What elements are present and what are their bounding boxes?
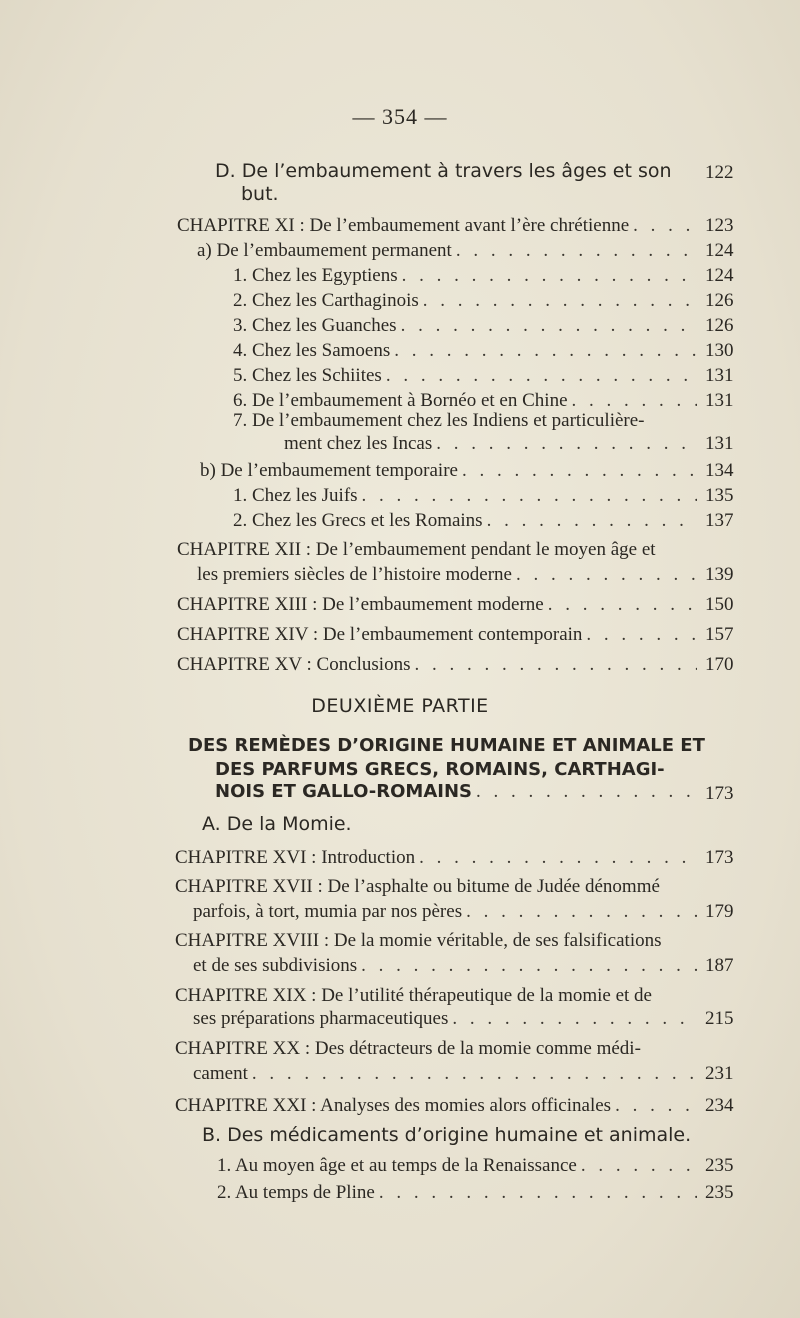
toc-entry-text: cament <box>193 1063 248 1084</box>
toc-page-ch21: 234 <box>705 1095 734 1116</box>
leader-dots <box>586 622 697 648</box>
leader-dots <box>394 338 697 364</box>
toc-entry-ch20-line1: CHAPITRE XX : Des détracteurs de la momie comme médi- <box>175 1038 641 1059</box>
toc-entry-pline <box>217 1180 697 1206</box>
toc-page-schiites: 131 <box>705 365 734 386</box>
toc-entry-text: 2. Au temps de Pline <box>217 1182 375 1203</box>
toc-page-ch13: 150 <box>705 594 734 615</box>
toc-entry-schiites <box>233 363 697 389</box>
part-two-title: DEUXIÈME PARTIE <box>311 695 489 717</box>
toc-entry-ch21 <box>175 1093 697 1119</box>
toc-page-egyptiens: 124 <box>705 265 734 286</box>
toc-entry-juifs <box>233 483 697 509</box>
leader-dots <box>402 263 697 289</box>
leader-dots <box>615 1093 697 1119</box>
toc-page-ch12: 139 <box>705 564 734 585</box>
part-two-subtitle-line3 <box>215 781 697 807</box>
toc-entry-text: CHAPITRE XV : Conclusions <box>177 654 411 675</box>
leader-dots <box>419 845 697 871</box>
toc-entry-b-temporaire <box>200 458 697 484</box>
toc-page-ch11: 123 <box>705 215 734 236</box>
toc-page-ch18: 187 <box>705 955 734 976</box>
leader-dots <box>476 781 697 803</box>
toc-entry-text: 6. De l’embaumement à Bornéo et en Chine <box>233 390 568 411</box>
toc-entry-egyptiens <box>233 263 697 289</box>
leader-dots <box>548 592 697 618</box>
toc-page-pline: 235 <box>705 1182 734 1203</box>
section-d-page: 122 <box>705 162 734 183</box>
toc-entry-carthaginois <box>233 288 697 314</box>
toc-page-ch19: 215 <box>705 1008 734 1029</box>
leader-dots <box>401 313 697 339</box>
toc-page-ch14: 157 <box>705 624 734 645</box>
toc-entry-text: ment chez les Incas <box>284 433 433 454</box>
toc-entry-indiens-line2 <box>284 431 697 457</box>
toc-page-ch17: 179 <box>705 901 734 922</box>
toc-page-guanches: 126 <box>705 315 734 336</box>
leader-dots <box>466 899 697 925</box>
toc-entry-text: 2. Chez les Carthaginois <box>233 290 419 311</box>
leader-dots <box>252 1061 697 1087</box>
toc-entry-ch12-line2 <box>197 562 697 588</box>
toc-page-samoens: 130 <box>705 340 734 361</box>
toc-entry-text: parfois, à tort, mumia par nos pères <box>193 901 463 922</box>
toc-entry-text: CHAPITRE XIV : De l’embaumement contemporain <box>177 624 583 645</box>
toc-entry-a-permanent <box>197 238 697 264</box>
toc-entry-text: CHAPITRE XIII : De l’embaumement moderne <box>177 594 544 615</box>
toc-entry-guanches <box>233 313 697 339</box>
toc-page-borneo-chine: 131 <box>705 390 734 411</box>
toc-entry-ch17-line2 <box>193 899 697 925</box>
toc-entry-text: ses préparations pharmaceutiques <box>193 1008 449 1029</box>
toc-entry-indiens-line1: 7. De l’embaumement chez les Indiens et particulière- <box>233 410 645 431</box>
toc-page-b-temporaire: 134 <box>705 460 734 481</box>
toc-page-moyen-age: 235 <box>705 1155 734 1176</box>
toc-entry-text: 1. Au moyen âge et au temps de la Renaissance <box>217 1155 577 1176</box>
part-two-subtitle-line1: DES REMÈDES D’ORIGINE HUMAINE ET ANIMALE ET <box>188 735 705 756</box>
leader-dots <box>487 508 697 534</box>
leader-dots <box>456 238 697 264</box>
toc-entry-text: 1. Chez les Juifs <box>233 485 358 506</box>
leader-dots <box>633 213 697 239</box>
toc-entry-ch19-line2 <box>193 1006 697 1032</box>
toc-page-indiens: 131 <box>705 433 734 454</box>
toc-entry-text: a) De l’embaumement permanent <box>197 240 452 261</box>
toc-entry-ch15 <box>177 652 697 678</box>
toc-entry-ch14 <box>177 622 697 648</box>
leader-dots <box>452 1006 697 1032</box>
toc-entry-ch20-line2 <box>193 1061 697 1087</box>
section-d-title-line1: D. De l’embaumement à travers les âges et son <box>215 160 672 182</box>
leader-dots <box>423 288 697 314</box>
leader-dots <box>581 1153 697 1179</box>
leader-dots <box>386 363 697 389</box>
section-b-title: B. Des médicaments d’origine humaine et animale. <box>202 1124 692 1146</box>
section-a-title: A. De la Momie. <box>202 813 352 835</box>
toc-entry-text: CHAPITRE XI : De l’embaumement avant l’ère chrétienne <box>177 215 630 236</box>
toc-entry-text: CHAPITRE XVI : Introduction <box>175 847 416 868</box>
toc-entry-text: CHAPITRE XXI : Analyses des momies alors officinales <box>175 1095 612 1116</box>
toc-entry-ch17-line1: CHAPITRE XVII : De l’asphalte ou bitume de Judée dénommé <box>175 876 660 897</box>
toc-entry-text: 3. Chez les Guanches <box>233 315 397 336</box>
section-d-title-line2: but. <box>241 183 279 205</box>
toc-entry-text: 1. Chez les Egyptiens <box>233 265 398 286</box>
toc-entry-text: et de ses subdivisions <box>193 955 358 976</box>
toc-entry-ch12-line1: CHAPITRE XII : De l’embaumement pendant le moyen âge et <box>177 539 656 560</box>
toc-entry-ch19-line1: CHAPITRE XIX : De l’utilité thérapeutique de la momie et de <box>175 985 652 1006</box>
toc-entry-text: les premiers siècles de l’histoire moderne <box>197 564 512 585</box>
page-number-header: — 354 — <box>352 104 448 129</box>
toc-entry-text: 4. Chez les Samoens <box>233 340 391 361</box>
toc-page-juifs: 135 <box>705 485 734 506</box>
toc-entry-text: b) De l’embaumement temporaire <box>200 460 458 481</box>
toc-page-ch15: 170 <box>705 654 734 675</box>
leader-dots <box>516 562 697 588</box>
toc-entry-ch18-line2 <box>193 953 697 979</box>
toc-page-part-two: 173 <box>705 783 734 804</box>
toc-page-carthaginois: 126 <box>705 290 734 311</box>
toc-entry-ch18-line1: CHAPITRE XVIII : De la momie véritable, de ses falsifications <box>175 930 662 951</box>
toc-page-ch20: 231 <box>705 1063 734 1084</box>
part-two-subtitle-line2: DES PARFUMS GRECS, ROMAINS, CARTHAGI- <box>215 759 665 780</box>
leader-dots <box>379 1180 697 1206</box>
toc-entry-ch13 <box>177 592 697 618</box>
leader-dots <box>436 431 697 457</box>
toc-entry-text: 2. Chez les Grecs et les Romains <box>233 510 483 531</box>
toc-entry-text: NOIS ET GALLO-ROMAINS <box>215 781 472 802</box>
leader-dots <box>361 953 697 979</box>
leader-dots <box>462 458 697 484</box>
toc-page-a-permanent: 124 <box>705 240 734 261</box>
toc-entry-grecs-romains <box>233 508 697 534</box>
toc-page-ch16: 173 <box>705 847 734 868</box>
toc-entry-samoens <box>233 338 697 364</box>
toc-page-grecs-romains: 137 <box>705 510 734 531</box>
toc-entry-text: 5. Chez les Schiites <box>233 365 382 386</box>
toc-entry-ch16 <box>175 845 697 871</box>
toc-entry-moyen-age <box>217 1153 697 1179</box>
leader-dots <box>414 652 697 678</box>
toc-entry-ch11 <box>177 213 697 239</box>
leader-dots <box>362 483 697 509</box>
